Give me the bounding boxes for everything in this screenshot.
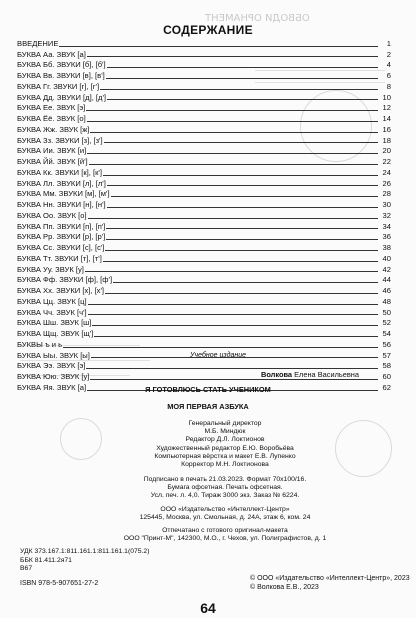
toc-leader-line — [105, 293, 378, 294]
toc-entry-page: 32 — [382, 210, 391, 220]
copyright-block — [250, 574, 410, 592]
toc-entry — [17, 295, 391, 306]
toc-entry-page: 6 — [386, 71, 391, 80]
toc-entry-page: 52 — [382, 318, 391, 328]
credit-line: Редактор Д.Л. Локтионов — [185, 436, 265, 444]
toc-entry — [17, 112, 391, 123]
toc-entry — [17, 263, 391, 274]
publisher-block — [95, 506, 355, 522]
toc-entry — [17, 360, 391, 371]
toc-entry — [17, 306, 391, 317]
show-through-heading: ОБВОДИ ОРНАМЕНТ — [205, 13, 310, 24]
copyright-publisher: © ООО «Издательство «Интеллект-Центр», 2023 — [250, 575, 410, 582]
toc-entry-page: 26 — [382, 178, 391, 188]
toc-entry — [17, 177, 391, 188]
toc-leader-line — [87, 121, 378, 122]
author-mark: В67 — [20, 565, 33, 572]
toc-entry — [17, 123, 391, 134]
toc-entry-page: 38 — [382, 243, 391, 252]
toc-entry — [17, 220, 391, 231]
toc-entry — [17, 284, 391, 295]
printer-line: Отпечатано с готового оригинал-макета — [162, 527, 288, 534]
toc-entry-page: 57 — [382, 350, 391, 360]
toc-entry-label: БУКВА Жж. ЗВУК [ж] — [17, 124, 90, 134]
toc-entry-page: 42 — [382, 264, 391, 274]
credit-line: Корректор М.Н. Локтионова — [181, 461, 269, 469]
toc-leader-line — [111, 196, 378, 197]
credits-block — [95, 420, 355, 469]
toc-leader-line — [105, 250, 378, 251]
printer-line: ООО "Принт-М", 142300, М.О., г. Чехов, ул. Полиграфистов, д. 1 — [123, 535, 327, 543]
toc-entry — [17, 327, 391, 338]
toc-entry-label: БУКВА Рр. ЗВУКИ [р], [р'] — [17, 232, 106, 242]
toc-entry-page: 24 — [382, 167, 391, 177]
toc-leader-line — [107, 67, 378, 68]
author — [261, 370, 359, 379]
printer-block — [80, 527, 370, 543]
credit-line: Художественный редактор Е.Ю. Воробьёва — [156, 444, 294, 452]
toc-leader-line — [88, 304, 378, 305]
toc-leader-line — [86, 368, 378, 369]
toc-entry-page: 20 — [382, 146, 391, 156]
toc-leader-line — [85, 271, 378, 272]
toc-entry-label: БУКВА Дд. ЗВУКИ [д], [д'] — [17, 92, 107, 102]
toc-leader-line — [63, 347, 378, 348]
toc-entry — [17, 91, 391, 102]
toc-entry-label: БУКВА Сс. ЗВУКИ [с], [с'] — [17, 243, 105, 252]
toc-entry-page: 16 — [382, 124, 391, 134]
toc-entry-label: БУКВА Кк. ЗВУКИ [к], [к'] — [17, 167, 102, 177]
isbn: ISBN 978-5-907651-27-2 — [20, 580, 99, 587]
toc-entry-label: БУКВА Шш. ЗВУК [ш] — [17, 318, 92, 328]
toc-entry-page: 60 — [382, 372, 391, 381]
toc-entry-label: БУКВЫ ъ и ь — [17, 339, 63, 349]
toc-leader-line — [88, 314, 378, 315]
print-info-line: Подписано в печать 21.03.2023. Формат 70х100/16. — [143, 476, 307, 483]
toc-entry — [17, 188, 391, 199]
toc-entry — [17, 48, 391, 59]
series-title: Я ГОТОВЛЮСЬ СТАТЬ УЧЕНИКОМ — [145, 385, 271, 394]
toc-entry-label: БУКВА Оо. ЗВУК [о] — [17, 210, 87, 220]
toc-entry-page: 4 — [386, 60, 391, 70]
copyright-author: © Волкова Е.В., 2023 — [250, 584, 319, 591]
toc-entry-label: БУКВА Уу. ЗВУК [у] — [17, 264, 84, 274]
toc-entry — [17, 209, 391, 220]
toc-entry — [17, 252, 391, 263]
toc-leader-line — [89, 164, 378, 165]
toc-entry-label: БУКВА Нн. ЗВУКИ [н], [н'] — [17, 200, 106, 209]
toc-leader-line — [86, 110, 378, 111]
toc-entry-page: 62 — [382, 382, 391, 392]
toc-entry — [17, 37, 391, 48]
publisher-line: 125445, Москва, ул. Смольная, д. 24А, этаж 6, ком. 24 — [139, 514, 311, 522]
page-title: СОДЕРЖАНИЕ — [163, 23, 253, 37]
toc-entry — [17, 155, 391, 166]
toc-entry-label: БУКВА Ее. ЗВУК [э] — [17, 103, 86, 113]
toc-entry-label: БУКВА Лл. ЗВУКИ [л], [л'] — [17, 178, 106, 188]
toc-entry-label: БУКВА Ёё. ЗВУК [о] — [17, 114, 86, 123]
toc-leader-line — [113, 282, 378, 283]
toc-entry-label: БУКВА Яя. ЗВУК [а] — [17, 382, 87, 392]
toc-leader-line — [107, 185, 378, 186]
toc-entry-page: 30 — [382, 200, 391, 209]
toc-entry — [17, 198, 391, 209]
toc-entry — [17, 59, 391, 70]
toc-entry-page: 14 — [382, 114, 391, 123]
toc-entry-label: БУКВА Хх. ЗВУКИ [х], [х'] — [17, 286, 105, 295]
toc-entry-label: БУКВА Мм. ЗВУКИ [м], [м'] — [17, 189, 110, 199]
author-first-name: Елена Васильевна — [294, 370, 359, 379]
toc-entry-label: БУКВА Аа. ЗВУК [а] — [17, 49, 86, 59]
edition-type: Учебное издание — [190, 352, 246, 359]
toc-entry-page: 22 — [382, 157, 391, 166]
toc-entry-page: 48 — [382, 296, 391, 306]
toc-entry-page: 50 — [382, 307, 391, 317]
toc-entry-label: БУКВА Вв. ЗВУКИ [в], [в'] — [17, 71, 105, 80]
toc-leader-line — [103, 175, 378, 176]
toc-leader-line — [106, 228, 378, 229]
table-of-contents — [17, 37, 391, 392]
toc-leader-line — [107, 99, 378, 100]
toc-entry-label: ВВЕДЕНИЕ — [17, 38, 59, 48]
toc-leader-line — [92, 325, 378, 326]
print-info-line: Усл. печ. л. 4,0. Тираж 3000 экз. Заказ № 6224. — [150, 492, 300, 500]
bbk-code: ББК 81.411.2я71 — [20, 556, 72, 564]
toc-leader-line — [90, 132, 378, 133]
toc-entry-label: БУКВА Щщ. ЗВУК [щ'] — [17, 329, 94, 338]
bibliographic-codes — [20, 548, 149, 574]
book-title: МОЯ ПЕРВАЯ АЗБУКА — [167, 402, 249, 411]
toc-entry-label: БУКВА Пп. ЗВУКИ [п], [п'] — [17, 221, 106, 231]
toc-entry-label: БУКВА Йй. ЗВУК [й'] — [17, 157, 88, 166]
toc-entry — [17, 69, 391, 80]
toc-entry — [17, 338, 391, 349]
toc-leader-line — [106, 78, 378, 79]
toc-entry-page: 46 — [382, 286, 391, 295]
toc-entry-page: 54 — [382, 329, 391, 338]
toc-entry-page: 58 — [382, 361, 391, 371]
toc-entry-page: 56 — [382, 339, 391, 349]
toc-entry-label: БУКВА Бб. ЗВУКИ [б], [б'] — [17, 60, 106, 70]
credit-line: М.Б. Миндюк — [204, 428, 246, 436]
toc-entry-label: БУКВА Чч. ЗВУК [ч'] — [17, 307, 87, 317]
toc-leader-line — [104, 142, 378, 143]
toc-entry-label: БУКВА Гг. ЗВУКИ [г], [г'] — [17, 81, 100, 91]
toc-entry-page: 8 — [386, 81, 391, 91]
toc-entry-page: 44 — [382, 275, 391, 285]
udk-code: УДК 373.167.1:811.161.1:811.161.1(075.2) — [20, 548, 150, 555]
toc-leader-line — [87, 56, 378, 57]
toc-entry — [17, 80, 391, 91]
toc-entry — [17, 166, 391, 177]
toc-entry-label: БУКВА Ээ. ЗВУК [э] — [17, 361, 86, 371]
toc-entry-label: БУКВА Фф. ЗВУКИ [ф], [ф'] — [17, 275, 113, 285]
publisher-line: ООО «Издательство «Интеллект-Центр» — [160, 506, 290, 513]
toc-leader-line — [88, 218, 378, 219]
toc-entry-page: 1 — [386, 38, 391, 48]
toc-entry-label: БУКВА Цц. ЗВУК [ц] — [17, 296, 87, 306]
author-last-name: Волкова — [261, 370, 293, 379]
toc-leader-line — [59, 46, 378, 47]
toc-leader-line — [103, 261, 378, 262]
toc-entry — [17, 134, 391, 145]
toc-entry-label: БУКВА Ии. ЗВУК [и] — [17, 146, 87, 156]
toc-entry-page: 34 — [382, 221, 391, 231]
toc-leader-line — [87, 153, 378, 154]
toc-entry-page: 10 — [382, 92, 391, 102]
toc-entry — [17, 231, 391, 242]
toc-entry-page: 28 — [382, 189, 391, 199]
toc-entry-label: БУКВА Зз. ЗВУКИ [з], [з'] — [17, 135, 103, 145]
print-info-block — [95, 476, 355, 501]
toc-leader-line — [100, 89, 378, 90]
toc-entry-page: 18 — [382, 135, 391, 145]
toc-leader-line — [94, 336, 378, 337]
page-number: 64 — [200, 600, 216, 616]
toc-entry-page: 2 — [386, 49, 391, 59]
toc-entry-label: БУКВА Юю. ЗВУК [у] — [17, 372, 90, 381]
toc-entry-label: БУКВА Тт. ЗВУКИ [т], [т'] — [17, 253, 102, 263]
toc-entry-page: 36 — [382, 232, 391, 242]
toc-entry — [17, 274, 391, 285]
credit-line: Компьютерная вёрстка и макет Е.В. Лупенко — [154, 452, 296, 460]
toc-entry — [17, 317, 391, 328]
toc-entry — [17, 145, 391, 156]
toc-leader-line — [106, 239, 378, 240]
print-info-line: Бумага офсетная. Печать офсетная. — [167, 484, 283, 492]
toc-entry — [17, 241, 391, 252]
credit-line: Генеральный директор — [188, 420, 262, 427]
toc-entry-page: 12 — [382, 103, 391, 113]
toc-entry-page: 40 — [382, 253, 391, 263]
toc-entry-label: БУКВА Ыы. ЗВУК [ы] — [17, 350, 90, 360]
toc-entry — [17, 102, 391, 113]
toc-leader-line — [107, 207, 378, 208]
